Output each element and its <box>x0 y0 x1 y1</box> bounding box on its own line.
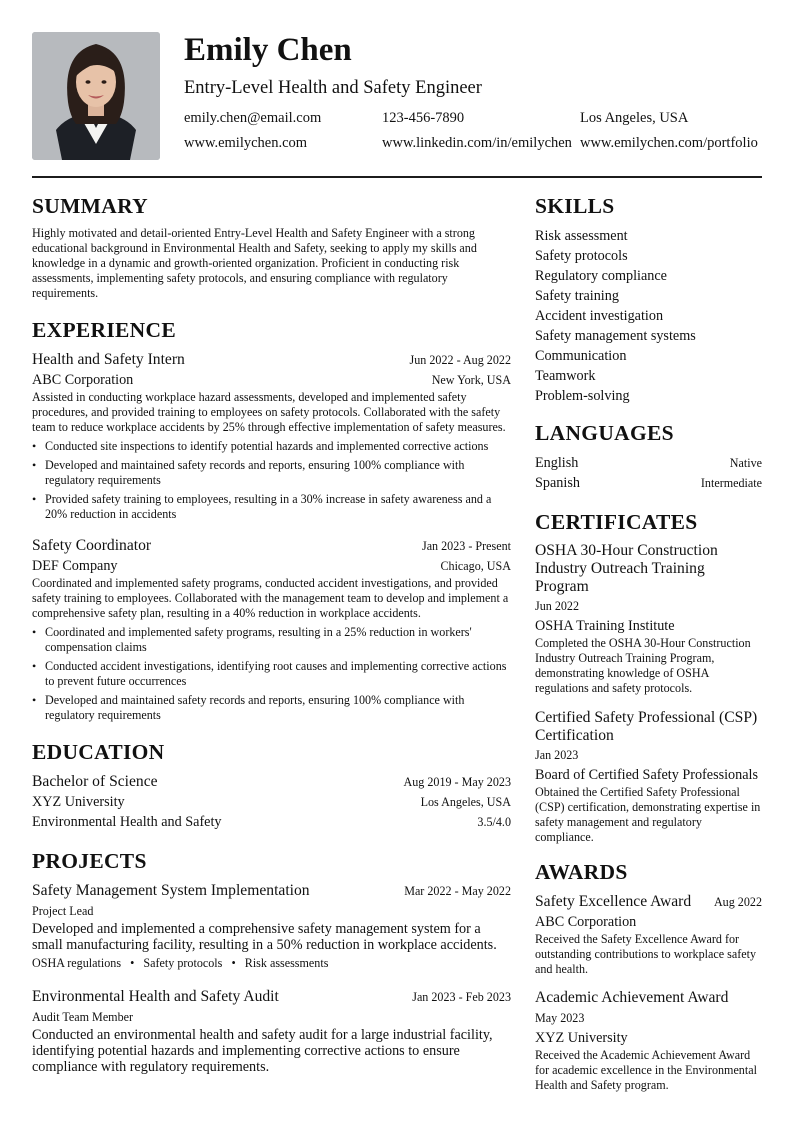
award-item <box>535 892 762 977</box>
experience-title: Health and Safety Intern <box>32 351 185 368</box>
project-title: Environmental Health and Safety Audit <box>32 988 279 1005</box>
education-degree: Bachelor of Science <box>32 773 158 790</box>
experience-item <box>32 350 511 522</box>
award-org: XYZ University <box>535 1030 628 1046</box>
list-item: • Developed and maintained safety records and reports, ensuring 100% compliance with regulatory requirements <box>32 458 511 488</box>
section-heading: EXPERIENCE <box>32 318 176 342</box>
left-column <box>32 193 511 1075</box>
skill-item: Accident investigation <box>535 308 664 324</box>
profile-photo <box>32 32 160 160</box>
skill-item: Risk assessment <box>535 228 628 244</box>
contact-portfolio[interactable]: www.emilychen.com/portfolio <box>580 135 758 151</box>
certificate-description: Completed the OSHA 30-Hour Construction Industry Outreach Training Program, demonstrating knowledge of OSHA regulations and safety protocols. <box>535 636 751 695</box>
section-heading: CERTIFICATES <box>535 510 698 534</box>
certificate-item <box>535 542 762 696</box>
certificate-date: Jan 2023 <box>535 748 579 762</box>
certificate-date: Jun 2022 <box>535 599 580 613</box>
experience-dates: Jan 2023 - Present <box>421 539 511 553</box>
award-date: Aug 2022 <box>713 895 762 909</box>
header-divider <box>32 176 762 178</box>
certificate-description: Obtained the Certified Safety Professional (CSP) certification, demonstrating expertise in safety management and regulatory compliance. <box>535 785 761 844</box>
project-title: Safety Management System Implementation <box>32 882 310 899</box>
project-tag: OSHA regulations <box>32 956 122 970</box>
certificate-issuer: Board of Certified Safety Professionals <box>535 767 759 783</box>
skill-item: Safety protocols <box>535 248 628 264</box>
education-dates: Aug 2019 - May 2023 <box>403 775 511 789</box>
award-title: Academic Achievement Award <box>535 989 729 1006</box>
section-heading: AWARDS <box>535 860 628 884</box>
section-heading: LANGUAGES <box>535 421 674 445</box>
experience-item <box>32 536 511 723</box>
award-title: Safety Excellence Award <box>535 893 692 910</box>
education-section <box>32 739 511 832</box>
project-tags <box>32 953 511 973</box>
skill-item: Problem-solving <box>535 388 630 404</box>
project-description: Developed and implemented a comprehensive safety management system for a small manufacturing facility, resulting in a 50% reduction in workplace accidents. <box>32 921 497 953</box>
award-date: May 2023 <box>535 1011 585 1025</box>
experience-location: New York, USA <box>431 373 511 387</box>
contact-website[interactable]: www.emilychen.com <box>184 135 308 151</box>
project-role: Audit Team Member <box>32 1010 134 1024</box>
certificate-title: Certified Safety Professional (CSP) Certification <box>535 709 758 744</box>
experience-company: ABC Corporation <box>32 372 134 388</box>
portrait-image <box>32 32 160 160</box>
language-row <box>535 473 762 493</box>
section-heading: PROJECTS <box>32 849 147 873</box>
contact-phone: 123-456-7890 <box>382 110 465 126</box>
award-org: ABC Corporation <box>535 914 637 930</box>
certificate-item <box>535 709 762 845</box>
language-name: English <box>535 455 579 471</box>
project-dates: Mar 2022 - May 2022 <box>404 884 511 898</box>
experience-dates: Jun 2022 - Aug 2022 <box>409 353 511 367</box>
language-row <box>535 453 762 473</box>
certificate-issuer: OSHA Training Institute <box>535 618 675 634</box>
skill-item: Communication <box>535 348 627 364</box>
language-level: Native <box>729 456 762 470</box>
skills-section <box>535 193 762 406</box>
list-item: • Provided safety training to employees, resulting in a 30% increase in safety awareness and a 20% reduction in accidents <box>32 492 511 522</box>
certificates-section <box>535 509 762 845</box>
list-item: • Coordinated and implemented safety programs, resulting in a 25% reduction in workers' compensation claims <box>32 625 511 655</box>
languages-section <box>535 420 762 493</box>
experience-company: DEF Company <box>32 558 118 574</box>
project-item <box>32 987 511 1075</box>
skill-item: Regulatory compliance <box>535 268 667 284</box>
project-tag: Risk assessments <box>244 956 329 970</box>
contact-location: Los Angeles, USA <box>580 110 689 126</box>
section-heading: SUMMARY <box>32 194 148 218</box>
summary-section <box>32 193 511 301</box>
certificate-title: OSHA 30-Hour Construction Industry Outreach Training Program <box>535 542 718 595</box>
list-item: • Conducted accident investigations, identifying root causes and implementing corrective actions to prevent future occurrences <box>32 659 511 689</box>
project-item <box>32 881 511 973</box>
contact-linkedin[interactable]: www.linkedin.com/in/emilychen <box>382 135 572 151</box>
experience-section <box>32 317 511 723</box>
experience-description: Coordinated and implemented safety programs, conducted accident investigations, and provided safety training to employees. Collaborated with the management team to develop and implement a comprehensive safety plan, resulting in a 40% reduction in workplace accidents. <box>32 576 509 620</box>
award-description: Received the Safety Excellence Award for outstanding contributions to workplace safety and health. <box>535 932 757 976</box>
tag-separator: • <box>225 956 242 970</box>
section-heading: EDUCATION <box>32 740 165 764</box>
list-item: • Conducted site inspections to identify potential hazards and implemented corrective actions <box>32 439 511 454</box>
experience-description: Assisted in conducting workplace hazard assessments, developed and implemented safety procedures, and provided training to employees on safety protocols. Collaborated with the safety team to reduce workplace accidents by 25% through effective implementation of safety measures. <box>32 390 506 434</box>
project-tag: Safety protocols <box>143 956 223 970</box>
award-item <box>535 988 762 1093</box>
project-description: Conducted an environmental health and safety audit for a large industrial facility, identifying potential hazards and implementing corrective actions to ensure compliance with regulatory requirements. <box>32 1027 493 1075</box>
skill-item: Teamwork <box>535 368 596 384</box>
education-field: Environmental Health and Safety <box>32 814 222 830</box>
experience-location: Chicago, USA <box>440 559 511 573</box>
education-gpa: 3.5/4.0 <box>477 815 511 829</box>
section-heading: SKILLS <box>535 194 615 218</box>
project-dates: Jan 2023 - Feb 2023 <box>412 990 511 1004</box>
experience-title: Safety Coordinator <box>32 537 152 554</box>
experience-bullets <box>32 625 511 723</box>
tag-separator: • <box>124 956 141 970</box>
list-item: • Developed and maintained safety records and reports, ensuring 100% compliance with regulatory requirements <box>32 693 511 723</box>
summary-text: Highly motivated and detail-oriented Entry-Level Health and Safety Engineer with a strong educational background in Environmental Health and Safety, seeking to apply my skills and knowledge in a dynamic and growth-oriented organization. Proficient in conducting risk assessments, implementing safety protocols, and ensuring compliance with regulatory requirements. <box>32 226 477 300</box>
award-description: Received the Academic Achievement Award for academic excellence in the Environmental Health and Safety program. <box>535 1048 757 1092</box>
education-school: XYZ University <box>32 794 125 810</box>
skill-item: Safety training <box>535 288 619 304</box>
candidate-name: Emily Chen <box>184 32 352 68</box>
awards-section <box>535 859 762 1093</box>
language-level: Intermediate <box>700 476 762 490</box>
projects-section <box>32 848 511 1075</box>
right-column <box>535 193 762 1093</box>
language-name: Spanish <box>535 475 580 491</box>
experience-bullets <box>32 439 511 522</box>
job-title: Entry-Level Health and Safety Engineer <box>184 78 482 98</box>
skill-item: Safety management systems <box>535 328 696 344</box>
contact-email[interactable]: emily.chen@email.com <box>184 110 322 126</box>
project-role: Project Lead <box>32 904 94 918</box>
education-location: Los Angeles, USA <box>420 795 511 809</box>
